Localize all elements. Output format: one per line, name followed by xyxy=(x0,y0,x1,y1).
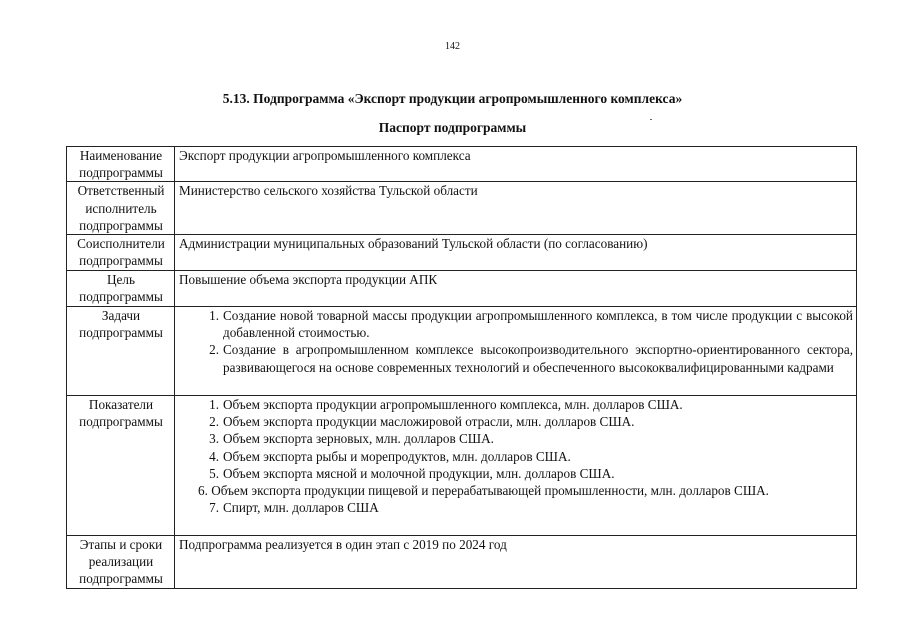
label-goal: Цель подпрограммы xyxy=(67,271,175,307)
indicator-text: Объем экспорта продукции агропромышленного комплекса, млн. долларов США. xyxy=(223,397,683,413)
scan-speck xyxy=(650,119,652,120)
row-name xyxy=(67,147,857,182)
passport-table xyxy=(66,146,857,589)
value-indicators xyxy=(175,396,857,536)
task-number: 1. xyxy=(209,308,219,324)
row-tasks xyxy=(67,307,857,396)
label-stages: Этапы и сроки реализации подпрограммы xyxy=(67,536,175,589)
indicator-item xyxy=(179,465,853,482)
indicator-number: 2. xyxy=(209,414,219,430)
indicator-item xyxy=(179,413,853,430)
indicator-item xyxy=(179,482,853,499)
label-responsible: Ответственный исполнитель подпрограммы xyxy=(67,182,175,235)
indicator-number: 5. xyxy=(209,465,219,481)
indicator-item xyxy=(179,448,853,465)
indicator-item xyxy=(179,396,853,413)
value-stages: Подпрограмма реализуется в один этап с 2019 по 2024 год xyxy=(175,536,857,589)
label-coexecutors: Соисполнители подпрограммы xyxy=(67,235,175,271)
indicator-text: Объем экспорта зерновых, млн. долларов США. xyxy=(223,431,494,447)
label-tasks: Задачи подпрограммы xyxy=(67,307,175,396)
indicator-number: 3. xyxy=(209,431,219,447)
row-coexecutors xyxy=(67,235,857,271)
section-title: 5.13. Подпрограмма «Экспорт продукции агропромышленного комплекса» xyxy=(222,91,683,106)
task-item xyxy=(179,341,853,375)
task-item xyxy=(179,307,853,341)
indicator-text: Объем экспорта продукции масложировой отрасли, млн. долларов США. xyxy=(223,414,635,430)
label-name: Наименование подпрограммы xyxy=(67,147,175,182)
row-stages xyxy=(67,536,857,589)
value-goal: Повышение объема экспорта продукции АПК xyxy=(175,271,857,307)
value-responsible: Министерство сельского хозяйства Тульской области xyxy=(175,182,857,235)
passport-heading: Паспорт подпрограммы xyxy=(378,120,527,135)
row-indicators xyxy=(67,396,857,536)
row-goal xyxy=(67,271,857,307)
indicator-text: Объем экспорта мясной и молочной продукции, млн. долларов США. xyxy=(223,465,615,481)
value-tasks xyxy=(175,307,857,396)
indicator-item xyxy=(179,430,853,447)
label-indicators: Показатели подпрограммы xyxy=(67,396,175,536)
row-responsible xyxy=(67,182,857,235)
indicator-number: 6. xyxy=(198,483,208,499)
indicator-text: Спирт, млн. долларов США xyxy=(223,500,379,516)
page-number: 142 xyxy=(445,41,460,52)
indicator-number: 7. xyxy=(209,500,219,516)
indicator-number: 4. xyxy=(209,448,219,464)
task-text: Создание новой товарной массы продукции агропромышленного комплекса, в том числе продукции с высокой добавленной стоимостью. xyxy=(223,308,853,341)
indicator-number: 1. xyxy=(209,397,219,413)
indicator-text: Объем экспорта рыбы и морепродуктов, млн. долларов США. xyxy=(223,448,571,464)
indicator-text: Объем экспорта продукции пищевой и перерабатывающей промышленности, млн. долларов США. xyxy=(211,483,769,499)
task-text: Создание в агропромышленном комплексе высокопроизводительного экспортно-ориентированного сектора, развивающегося на основе современных технологий и обеспеченного высококвалифицированными кадрами xyxy=(223,342,853,375)
value-name: Экспорт продукции агропромышленного комплекса xyxy=(175,147,857,182)
value-coexecutors: Администрации муниципальных образований Тульской области (по согласованию) xyxy=(175,235,857,271)
indicator-item xyxy=(179,499,853,516)
task-number: 2. xyxy=(209,342,219,358)
